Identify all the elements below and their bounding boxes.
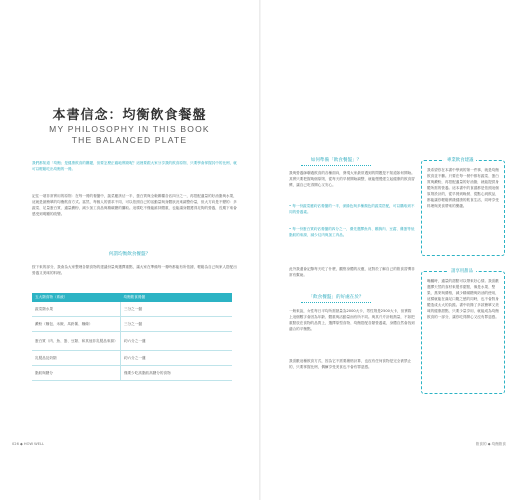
table-cell-portion: 三分之一盤 (121, 302, 233, 317)
table-cell-food: 脂肪與糖分 (32, 366, 121, 381)
section-question-1: 如何準備「飲食餐盤」？ (310, 158, 362, 163)
tip-box-body: 嘴饞時，適量的甜點可以帶來好心情。我喜歡選擇天然的食材來製作甜點，像是水果、堅果、燕麥與優格，減少精緻糖與奶油的使用，這樣就能在滿足口腹之慾的同時，也不會對身體造成太大的負擔。書中收錄了多款簡單又美味的健康甜點，只要少量享用，就能成為均衡飲食的一部分，讓你吃得開心又沒有罪惡感。 (427, 279, 499, 319)
left-page (0, 0, 259, 500)
right-paragraph-1: 我與營養師聊過飲食的各種面向，發現大家最常遇到的問題是不知道如何開始。其實只要把握幾個原則，從每天的早餐開始調整，就能慢慢建立起健康的飲食習慣，讓自己吃得開心又安心。 (289, 171, 415, 187)
tip-box-body: 我希望你在本書中學到的第一件事，就是均衡飲食並不難。只要在每一餐中都有蔬菜、蛋白質與澱粉，再搭配適量的好油脂，就能提供身體所需的營養。這本書中的食譜都是依照這個原則設計的，從早餐到晚餐、從點心到飲品，都能讓你輕鬆實踐健康的飲食生活，同時享受料理與美食帶來的樂趣。 (427, 168, 499, 208)
page-folio-right: 飲食的 ◆ 均衡飲食 (475, 442, 506, 446)
tip-box-title: 請享用甜品 (448, 268, 476, 274)
section-subhead: 何謂均衡飲食餐盤？ (108, 252, 151, 257)
right-paragraph-3: 一般來說，女性每日平均所需熱量為2000大卡，男性則是2500大卡，但實際上這個數字會因為年齡、體重與活動量而有所不同。與其斤斤計較熱量，不如把重點放在食物的品質上，選擇原型食物、均衡搭配各類營養素，身體自然會找到適合的平衡點。 (289, 309, 415, 331)
body-paragraph-2: 按下來的部分，我會為大家整理各類食物的建議份量與選擇重點，讓大家在準備每一餐時都能有所依據，輕鬆為自己與家人搭配出營養又美味的料理。 (32, 265, 237, 275)
table-cell-food: 蔬菜類水果 (32, 302, 121, 317)
right-paragraph-2: 此外我還會記錄每天吃了什麼，觀察身體的反應，這對於了解自己的飲食習慣非常有幫助。 (289, 267, 415, 277)
table-row (32, 317, 232, 332)
table-row (32, 332, 232, 351)
table-header-row (32, 293, 232, 302)
table-row (32, 302, 232, 317)
right-bullet-1: • 每一份蔬菜應約佔餐盤的一半，深綠色與多種顏色的蔬菜搭配，可以攝取到不同的營養素。 (289, 204, 415, 214)
table-cell-portion: 三分之一盤 (121, 317, 233, 332)
dotted-divider (301, 302, 371, 303)
tip-box-dessert (421, 271, 505, 394)
table-row (32, 366, 232, 381)
table-header-food: 五大類食物（系統） (32, 293, 121, 302)
page-subtitle-line-2: THE BALANCED PLATE (71, 135, 188, 145)
dotted-divider (301, 165, 371, 166)
page-folio-left: 026 ◆ HOW WELL (12, 442, 44, 446)
table-header-portion: 均衡飲食餐盤 (121, 293, 233, 302)
right-bullet-2: • 每一份蛋白質約佔餐盤的四分之一，優先選擇魚肉、雞胸肉、豆腐、雞蛋等低脂肪的來源，減少紅肉與加工肉品。 (289, 227, 415, 237)
table-cell-food: 澱粉（麵包、米飯、馬鈴薯、麵條） (32, 317, 121, 332)
intro-paragraph: 我們都知道「均衡」是健康飲食的關鍵，但要怎麼正確地實踐呢？這裡要跟大家分享我的飲食原則，只要學會掌握其中的比例，就可以輕鬆吃出均衡的一餐。 (32, 161, 237, 171)
right-paragraph-4: 我喜歡這種飲食方式，因為它不需要嚴格計算，也沒有任何食物是完全被禁止的，只要掌握比例，偶爾享受美食也不會有罪惡感。 (289, 359, 412, 369)
table-cell-portion: 約六分之一盤 (121, 332, 233, 351)
table-cell-food: 乳製品及奶類 (32, 351, 121, 366)
food-portion-table (32, 293, 232, 381)
right-page (261, 0, 520, 500)
body-paragraph-1: 記住一項非常實用的原則：在每一餐的餐盤中，蔬菜應該佔一半，蛋白質與全穀雜糧各佔四分之一，再搭配適量的好油脂與水果，這就是最簡單的均衡飲食方式。當然，每個人的需求不同，可以依照自己的活動量與身體狀況來調整份量，但大方向是不變的：多蔬菜、足量蛋白質、適量澱粉，減少加工食品與精緻糖的攝取。這樣吃不僅能維持體重，也能讓身體獲得足夠的營養，長期下來會感受到明顯的改變。 (32, 194, 237, 216)
table-cell-portion: 約六分之一盤 (121, 351, 233, 366)
page-subtitle-line-1: MY PHILOSOPHY IN THIS BOOK (49, 124, 210, 134)
table-row (32, 351, 232, 366)
page-title: 本書信念：均衡飲食餐盤 (52, 108, 207, 123)
tip-box-title: 專業飲食建議 (444, 157, 476, 163)
table-cell-portion: 僅要少吃高脂肪高糖分的食物 (121, 366, 233, 381)
table-cell-food: 蛋白質（肉、魚、蛋、豆類、和其他非乳製品來源） (32, 332, 121, 351)
section-question-2: 「飲食餐盤」的好處在於？ (308, 295, 364, 300)
tip-box-professional (421, 160, 505, 256)
